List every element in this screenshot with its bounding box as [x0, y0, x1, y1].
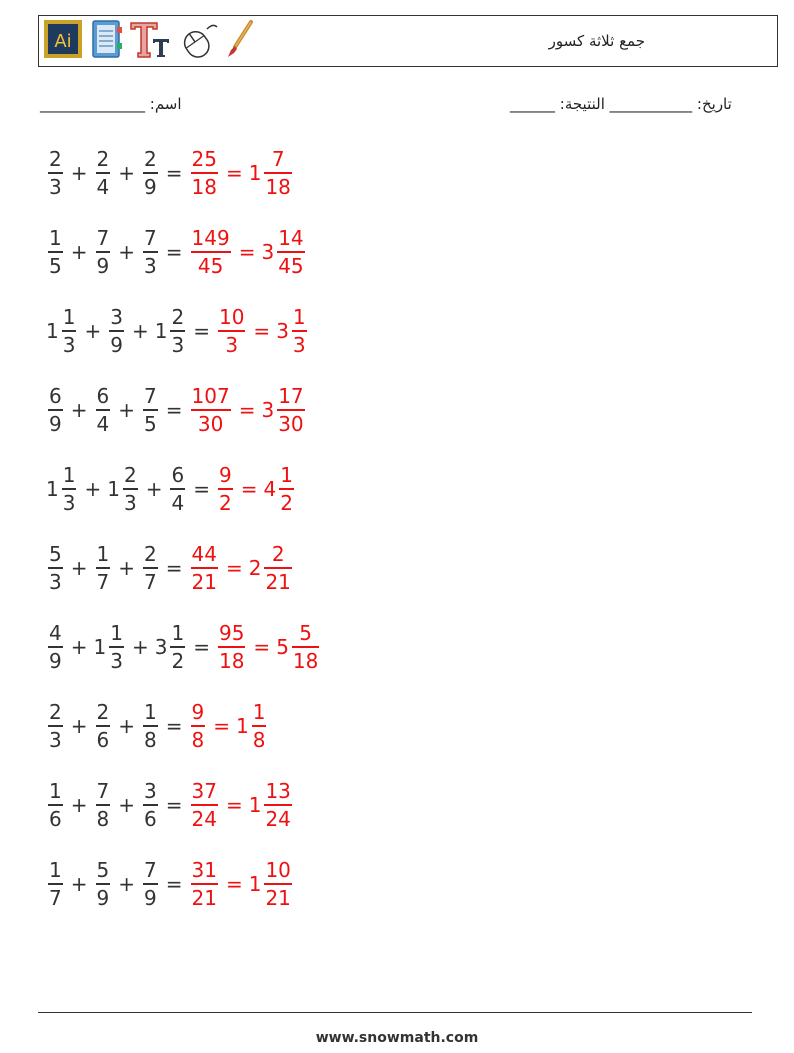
mixed-fraction-answer: [277, 384, 304, 436]
denominator: 9: [96, 253, 110, 278]
equals-sign: =: [165, 793, 183, 817]
denominator: 9: [144, 885, 157, 910]
improper-fraction-answer: [218, 463, 233, 515]
answer: [189, 384, 307, 436]
numerator: 2: [144, 147, 157, 172]
illustrator-icon: [43, 19, 83, 63]
fraction-bar: [96, 251, 111, 253]
numerator: 7: [144, 858, 157, 883]
denominator: 3: [62, 332, 76, 357]
plus-sign: +: [70, 240, 88, 264]
denominator: 3: [171, 332, 185, 357]
answer: [189, 147, 294, 199]
fraction-bar: [143, 409, 158, 411]
numerator: 1: [49, 858, 62, 883]
numerator: 31: [191, 858, 217, 883]
mixed-whole: 3: [261, 398, 275, 422]
equals-sign: =: [225, 556, 243, 580]
answer: [216, 305, 309, 357]
numerator: 25: [191, 147, 217, 172]
fraction-bar: [191, 725, 206, 727]
term-fraction: [48, 226, 63, 278]
numerator: 2: [123, 463, 137, 488]
equals-sign: =: [240, 477, 258, 501]
fraction-bar: [48, 567, 63, 569]
problem-row: [46, 301, 309, 361]
fraction-bar: [143, 725, 158, 727]
equals-sign: =: [238, 398, 256, 422]
fraction-bar: [96, 804, 111, 806]
plus-sign: +: [70, 635, 88, 659]
term-fraction: [170, 463, 185, 515]
numerator: 6: [171, 463, 185, 488]
denominator: 2: [171, 648, 185, 673]
numerator: 2: [271, 542, 285, 567]
numerator: 10: [265, 858, 291, 883]
denominator: 21: [265, 569, 291, 594]
plus-sign: +: [118, 872, 135, 896]
answer: [189, 779, 294, 831]
fraction-bar: [96, 409, 111, 411]
improper-fraction-answer: [191, 147, 218, 199]
fraction-bar: [96, 883, 111, 885]
numerator: 2: [96, 700, 110, 725]
denominator: 2: [280, 490, 293, 515]
improper-fraction-answer: [191, 700, 206, 752]
mixed-fraction-answer: [279, 463, 294, 515]
numerator: 1: [144, 700, 157, 725]
denominator: 7: [49, 885, 62, 910]
fraction-bar: [48, 251, 63, 253]
fraction-bar: [292, 330, 307, 332]
problem-row: [46, 775, 294, 835]
icon-strip: [43, 21, 261, 61]
numerator: 1: [110, 621, 123, 646]
denominator: 5: [49, 253, 62, 278]
mixed-fraction-answer: [264, 147, 291, 199]
mixed-whole: 1: [248, 793, 262, 817]
denominator: 9: [144, 174, 157, 199]
mixed-whole: 1: [236, 714, 249, 738]
denominator: 21: [191, 885, 217, 910]
equals-sign: =: [238, 240, 256, 264]
fraction-bar: [96, 172, 111, 174]
answer: [216, 463, 296, 515]
improper-fraction-answer: [218, 305, 245, 357]
denominator: 24: [191, 806, 217, 831]
fraction-bar: [170, 330, 185, 332]
term-fraction: [96, 779, 111, 831]
fraction-bar: [252, 725, 267, 727]
term-fraction: [170, 621, 185, 673]
whole-number: 1: [46, 319, 59, 343]
denominator: 3: [144, 253, 157, 278]
term-fraction: [48, 621, 63, 673]
equals-sign: =: [225, 872, 243, 896]
fraction-bar: [170, 646, 185, 648]
denominator: 21: [265, 885, 291, 910]
problem-row: [46, 222, 307, 282]
numerator: 2: [171, 305, 185, 330]
denominator: 8: [191, 727, 205, 752]
problem-row: [46, 380, 307, 440]
denominator: 6: [49, 806, 62, 831]
numerator: 7: [96, 226, 110, 251]
denominator: 4: [96, 174, 110, 199]
denominator: 30: [197, 411, 224, 436]
answer: [189, 700, 269, 752]
denominator: 9: [110, 332, 123, 357]
term-fraction: [96, 147, 111, 199]
footer-divider: [38, 1012, 752, 1013]
numerator: 1: [280, 463, 293, 488]
term-fraction: [143, 147, 158, 199]
numerator: 3: [144, 779, 157, 804]
term-fraction: [143, 779, 158, 831]
numerator: 7: [271, 147, 285, 172]
numerator: 7: [96, 779, 110, 804]
fraction-bar: [170, 488, 185, 490]
numerator: 17: [278, 384, 304, 409]
term-fraction: [143, 858, 158, 910]
answer: [189, 226, 307, 278]
fraction-bar: [48, 172, 63, 174]
problem-row: [46, 538, 294, 598]
term-fraction: [143, 384, 158, 436]
plus-sign: +: [70, 793, 88, 817]
denominator: 7: [144, 569, 157, 594]
mixed-fraction-answer: [277, 226, 304, 278]
term-fraction: [96, 542, 111, 594]
improper-fraction-answer: [218, 621, 245, 673]
numerator: 7: [144, 226, 157, 251]
numerator: 5: [49, 542, 62, 567]
numerator: 4: [49, 621, 62, 646]
mixed-fraction-answer: [252, 700, 267, 752]
improper-fraction-answer: [191, 384, 231, 436]
fraction-bar: [143, 251, 158, 253]
equals-sign: =: [193, 319, 210, 343]
mixed-whole: 5: [276, 635, 289, 659]
equals-sign: =: [225, 161, 243, 185]
text-tool-icon: [129, 19, 171, 63]
numerator: 6: [96, 384, 110, 409]
denominator: 5: [144, 411, 157, 436]
improper-fraction-answer: [191, 226, 231, 278]
term-fraction: [109, 621, 124, 673]
fraction-bar: [123, 488, 138, 490]
equals-sign: =: [225, 793, 243, 817]
denominator: 18: [191, 174, 217, 199]
term-fraction: [48, 700, 63, 752]
denominator: 45: [278, 253, 304, 278]
equals-sign: =: [193, 477, 210, 501]
mixed-fraction-answer: [292, 305, 307, 357]
denominator: 8: [144, 727, 157, 752]
plus-sign: +: [84, 477, 102, 501]
denominator: 9: [49, 411, 62, 436]
numerator: 2: [144, 542, 157, 567]
improper-fraction-answer: [191, 779, 218, 831]
denominator: 6: [96, 727, 110, 752]
fraction-bar: [48, 883, 63, 885]
fraction-bar: [191, 804, 218, 806]
numerator: 149: [191, 226, 230, 251]
numerator: 1: [49, 226, 62, 251]
problem-row: [46, 696, 268, 756]
numerator: 2: [96, 147, 110, 172]
plus-sign: +: [118, 714, 135, 738]
term-fraction: [62, 463, 77, 515]
plus-sign: +: [70, 714, 88, 738]
whole-number: 1: [107, 477, 120, 501]
whole-number: 1: [46, 477, 59, 501]
whole-number: 3: [154, 635, 168, 659]
date-score-field: ______ :تاريخ: ___________ النتيجة: [510, 95, 732, 113]
numerator: 1: [49, 779, 62, 804]
fraction-bar: [96, 567, 111, 569]
denominator: 4: [96, 411, 110, 436]
fraction-bar: [191, 567, 218, 569]
term-fraction: [143, 226, 158, 278]
fraction-bar: [143, 804, 158, 806]
fraction-bar: [279, 488, 294, 490]
mixed-fraction-answer: [264, 858, 291, 910]
term-fraction: [48, 779, 63, 831]
denominator: 18: [292, 648, 319, 673]
plus-sign: +: [70, 872, 88, 896]
denominator: 2: [218, 490, 232, 515]
fraction-bar: [277, 409, 304, 411]
term-fraction: [48, 858, 63, 910]
page-title: جمع ثلاثة كسور: [548, 32, 645, 50]
fraction-bar: [48, 646, 63, 648]
term-fraction: [62, 305, 77, 357]
denominator: 8: [252, 727, 266, 752]
fraction-bar: [48, 804, 63, 806]
fraction-bar: [218, 646, 245, 648]
denominator: 3: [49, 174, 62, 199]
numerator: 3: [110, 305, 123, 330]
plus-sign: +: [118, 556, 135, 580]
fraction-bar: [292, 646, 319, 648]
numerator: 13: [265, 779, 291, 804]
answer: [189, 858, 294, 910]
mixed-fraction-answer: [264, 542, 291, 594]
equals-sign: =: [165, 872, 183, 896]
denominator: 3: [49, 727, 62, 752]
fraction-bar: [48, 409, 63, 411]
fraction-bar: [218, 330, 245, 332]
equals-sign: =: [193, 635, 210, 659]
fraction-bar: [143, 172, 158, 174]
denominator: 3: [62, 490, 76, 515]
fraction-bar: [48, 725, 63, 727]
problem-row: [46, 854, 294, 914]
problem-row: [46, 143, 294, 203]
numerator: 7: [144, 384, 157, 409]
fraction-bar: [264, 567, 291, 569]
plus-sign: +: [145, 477, 163, 501]
improper-fraction-answer: [191, 542, 218, 594]
name-field: اسم: ______________: [40, 95, 182, 113]
numerator: 5: [96, 858, 110, 883]
denominator: 18: [265, 174, 291, 199]
equals-sign: =: [165, 556, 183, 580]
denominator: 6: [144, 806, 157, 831]
plus-sign: +: [70, 398, 88, 422]
plus-sign: +: [131, 319, 149, 343]
problem-row: [46, 459, 296, 519]
mixed-fraction-answer: [264, 779, 291, 831]
equals-sign: =: [213, 714, 230, 738]
denominator: 18: [218, 648, 245, 673]
footer-url: www.snowmath.com: [315, 1030, 479, 1046]
plus-sign: +: [118, 793, 135, 817]
plus-sign: +: [84, 319, 102, 343]
mixed-whole: 3: [261, 240, 275, 264]
header-box: [38, 15, 778, 67]
answer: [216, 621, 321, 673]
plus-sign: +: [70, 161, 88, 185]
plus-sign: +: [118, 161, 135, 185]
numerator: 1: [292, 305, 306, 330]
answer: [189, 542, 294, 594]
numerator: 6: [49, 384, 62, 409]
denominator: 3: [292, 332, 306, 357]
numerator: 1: [62, 463, 76, 488]
term-fraction: [48, 147, 63, 199]
denominator: 9: [96, 885, 110, 910]
numerator: 2: [49, 147, 62, 172]
numerator: 9: [191, 700, 205, 725]
fraction-bar: [96, 725, 111, 727]
term-fraction: [96, 858, 111, 910]
denominator: 30: [278, 411, 304, 436]
term-fraction: [170, 305, 185, 357]
whole-number: 1: [154, 319, 168, 343]
svg-text:Ai: Ai: [54, 31, 72, 52]
denominator: 3: [225, 332, 239, 357]
mixed-whole: 1: [248, 872, 262, 896]
numerator: 5: [299, 621, 313, 646]
mixed-fraction-answer: [292, 621, 319, 673]
denominator: 3: [123, 490, 137, 515]
denominator: 3: [110, 648, 123, 673]
plus-sign: +: [118, 398, 135, 422]
numerator: 107: [191, 384, 230, 409]
improper-fraction-answer: [191, 858, 218, 910]
fraction-bar: [191, 883, 218, 885]
denominator: 45: [197, 253, 224, 278]
term-fraction: [48, 384, 63, 436]
denominator: 24: [265, 806, 291, 831]
problem-row: [46, 617, 321, 677]
equals-sign: =: [253, 635, 271, 659]
numerator: 1: [96, 542, 110, 567]
term-fraction: [96, 700, 111, 752]
equals-sign: =: [165, 240, 183, 264]
fraction-bar: [109, 330, 124, 332]
fraction-bar: [277, 251, 304, 253]
mouse-icon: [177, 19, 219, 63]
denominator: 7: [96, 569, 110, 594]
equals-sign: =: [253, 319, 271, 343]
numerator: 1: [62, 305, 76, 330]
denominator: 8: [96, 806, 110, 831]
fraction-bar: [191, 251, 231, 253]
numerator: 1: [252, 700, 266, 725]
denominator: 21: [191, 569, 217, 594]
numerator: 9: [218, 463, 232, 488]
fraction-bar: [62, 330, 77, 332]
fraction-bar: [218, 488, 233, 490]
fraction-bar: [264, 804, 291, 806]
denominator: 3: [49, 569, 62, 594]
numerator: 1: [171, 621, 185, 646]
equals-sign: =: [165, 714, 183, 738]
whole-number: 1: [93, 635, 107, 659]
fraction-bar: [109, 646, 124, 648]
mixed-whole: 3: [276, 319, 289, 343]
term-fraction: [123, 463, 138, 515]
numerator: 14: [278, 226, 304, 251]
numerator: 2: [49, 700, 62, 725]
term-fraction: [48, 542, 63, 594]
mixed-whole: 4: [263, 477, 277, 501]
mixed-whole: 2: [248, 556, 262, 580]
fraction-bar: [143, 567, 158, 569]
fraction-bar: [191, 409, 231, 411]
fraction-bar: [264, 883, 291, 885]
fraction-bar: [143, 883, 158, 885]
fraction-bar: [62, 488, 77, 490]
fraction-bar: [264, 172, 291, 174]
plus-sign: +: [70, 556, 88, 580]
fraction-bar: [191, 172, 218, 174]
term-fraction: [143, 700, 158, 752]
term-fraction: [109, 305, 124, 357]
term-fraction: [143, 542, 158, 594]
term-fraction: [96, 226, 111, 278]
denominator: 9: [49, 648, 62, 673]
plus-sign: +: [131, 635, 149, 659]
numerator: 37: [191, 779, 217, 804]
term-fraction: [96, 384, 111, 436]
equals-sign: =: [165, 398, 183, 422]
denominator: 4: [171, 490, 185, 515]
numerator: 10: [218, 305, 245, 330]
numerator: 44: [191, 542, 217, 567]
notebook-icon: [89, 19, 123, 63]
equals-sign: =: [165, 161, 183, 185]
plus-sign: +: [118, 240, 135, 264]
mixed-whole: 1: [248, 161, 262, 185]
paintbrush-icon: [225, 19, 255, 63]
numerator: 95: [218, 621, 245, 646]
